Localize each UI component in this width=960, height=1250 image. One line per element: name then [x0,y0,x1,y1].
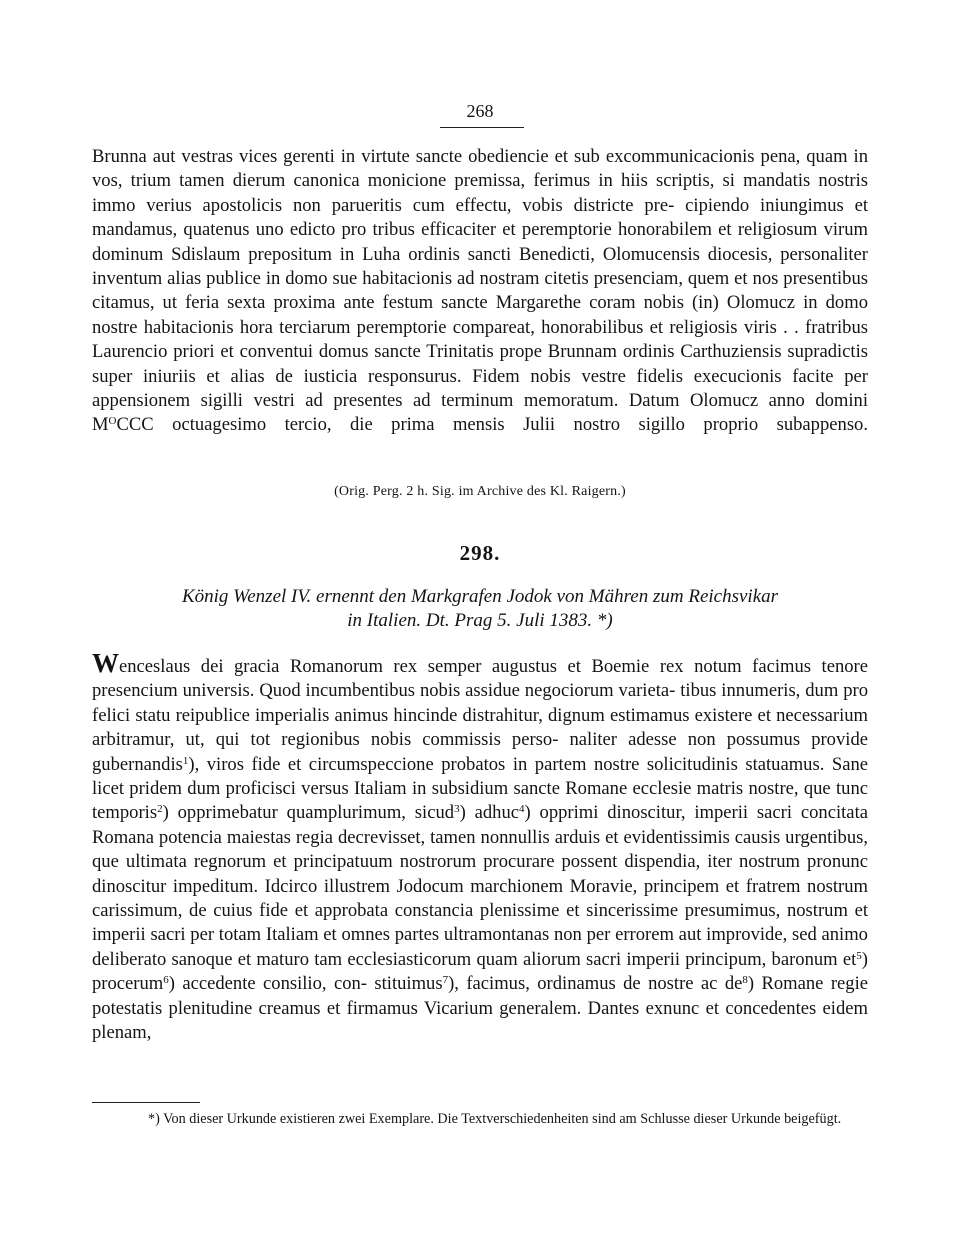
text-line: per errorem aut improvide, sed animo deliberato sanoque et maturo tam ecclesiasticorum [92,924,868,970]
text-line: pena, quam in vos, trium tamen dierum canonica monicione premissa, ferimus in hiis scriptis, [92,146,868,192]
initial-letter: W [92,648,119,678]
text-line: festum sancte Margarethe coram nobis (in) Olomucz in domo nostre habitacionis hora [92,292,868,338]
text-line: honorabilem et religiosum virum dominum Sdislaum prepositum in Luha ordinis sancti [92,219,868,265]
text-line: facimus tenore presencium universis. Quod incumbentibus nobis assidue negociorum varieta- [92,656,868,702]
text-line: tibus innumeris, dum pro felici statu reipublice imperialis animus hincinde distrahitur, dignum [92,680,868,726]
text-line: enceslaus dei gracia Romanorum rex semper augustus et Boemie rex notum [119,656,742,677]
previous-document-text [92,145,868,438]
page-number: 268 [466,101,494,121]
footnote-reference: 1 [182,754,189,767]
text-line: ultimata regnorum et principatuum nostrorum procurare possent dispendia, iter nostrum [125,851,801,873]
text-line: domini $M^OCCC$ octuagesimo tercio, die prima mensis Julii nostro sigillo proprio subappenso. [92,390,868,436]
text-line: subsidium sancte Romane ecclesie matris nostre, que tunc temporis$^2$) opprimebatur [92,778,869,824]
document-text [92,648,869,1046]
text-line: fratrem nostrum carissimum, de cuius fide et approbata constancia plenissime et sincerissime [92,875,868,922]
text-line: ad nostram citetis presenciam, quem et nos presentibus citamus, ut feria sexta proxima ante [92,268,868,314]
text-line: estimamus existere et necessarium arbitramur, ut, qui tot regionibus nobis commissis perso- [92,704,869,751]
text-line: quam aliorum sacri imperii principum, baronum $et^5$) procerum$^6$) accedente consilio, con- [92,948,868,995]
document-paragraph [92,648,869,1046]
text-line: in partem nostre solicitudinis statuamus. Sane licet pridem dum proficisci versus Italiam in [92,753,869,800]
footnote-reference: 5 [856,949,862,962]
footnote-reference: 8 [742,974,748,987]
text-line: priori et conventui domus sancte Trinitatis prope Brunnam ordinis Carthuziensis supradictis [173,341,868,363]
page-number-rule [440,127,524,128]
regest-line: König Wenzel IV. ernennt den Markgrafen Jodok von Mähren zum Reichsvikar [181,586,779,607]
text-line: pronunc dinoscitur impeditum. Idcirco illustrem Jodocum marchionem Moravie, principem et [92,851,868,897]
footnote-reference: 4 [519,803,525,816]
text-line: creamus et firmamus Vicarium generalem. Dantes exnunc et concedentes eidem plenam, [92,997,868,1044]
footnote-reference: 3 [454,803,460,816]
text-line: terciarum peremptorie compareat, honorabilibus et religiosis viris . . fratribus Laurencio [92,316,868,363]
footnote: *) Von dieser Urkunde existieren zwei Exemplare. Die Textverschiedenheiten sind am Schlusse dieser Urkunde beigefügt. [148,1111,842,1127]
text-line: cipiendo iniungimus et mandamus, quatenus uno edicto pro tribus efficaciter et peremptorie [92,194,869,241]
regest-line: in Italien. Dt. Prag 5. Juli 1383. *) [347,610,613,631]
text-line: super iniuriis et alias de iusticia responsurus. Fidem nobis vestre fidelis execucionis facite [92,365,834,387]
text-line: si mandatis nostris immo verius apostolicis non parueritis cum effectu, vobis districte pre- [92,170,868,216]
text-line: Brunna aut vestras vices gerenti in virtute sancte obediencie et sub excommunicacionis [92,146,755,167]
text-line: per appensionem sigilli vestri ad presentes ad terminum memoratum. Datum Olomucz anno [92,365,868,412]
previous-document-paragraph [92,145,868,438]
document-number: 298. [459,541,501,565]
text-line: presumimus, nostrum et imperii sacri per totam Italiam et omnes partes ultramontanas non [92,900,868,946]
document-regest [92,585,868,633]
footnote-reference: 2 [157,803,163,816]
footnote-reference: 7 [442,974,449,987]
footnote-rule [92,1102,200,1103]
text-line: quamplurimum, sicud$^3$) adhuc$^4$) opprimi dinoscitur, imperii sacri concitata Romana potencia [92,802,868,848]
text-line: maiestas regia decrevisset, tamen nonnullis arduis et evidentissimis causis urgentibus, que [92,826,868,873]
text-line: naliter adesse non possumus provide gubernandis$^1$), viros fide et circumspeccione probatos [92,729,868,775]
source-note: (Orig. Perg. 2 h. Sig. im Archive des Kl. Raigern.) [334,484,626,499]
footnote-reference: 6 [163,974,169,987]
text-line: Benedicti, Olomucensis diocesis, personaliter inventum alias publice in domo sue habitacionis [92,243,868,290]
document-page [92,0,868,1250]
text-line: stituimus$^7$), facimus, ordinamus de nostre ac $de^8$) Romane regie potestatis plenitudine [92,973,868,1019]
